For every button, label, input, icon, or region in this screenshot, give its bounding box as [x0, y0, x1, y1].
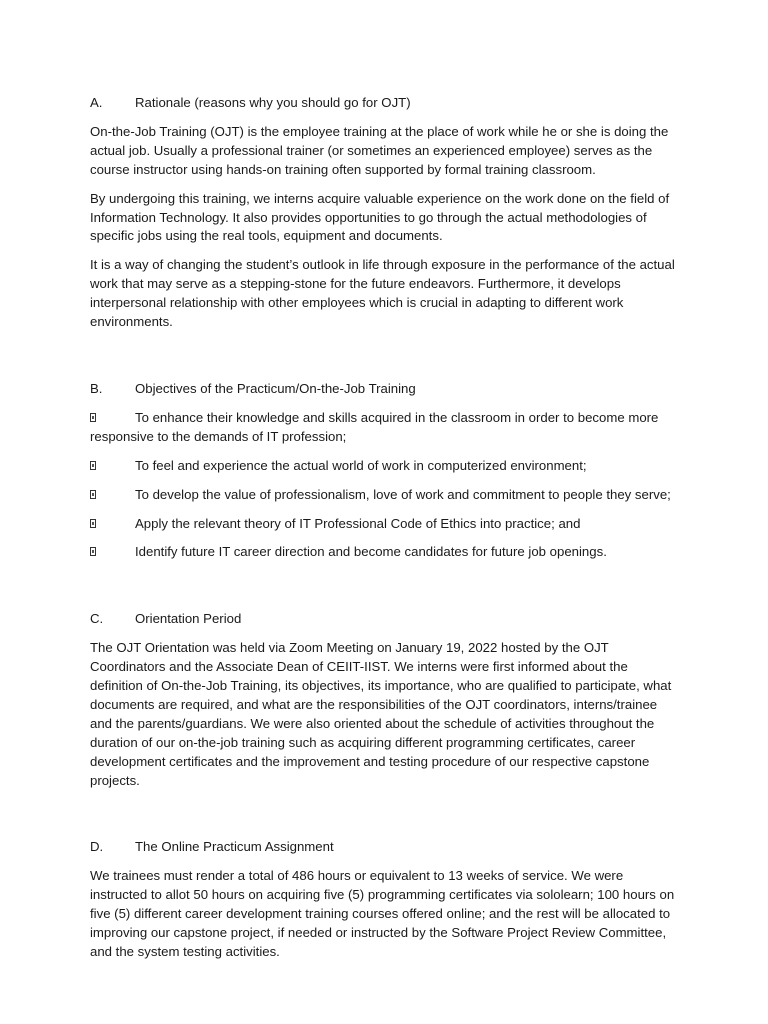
- section-a-title: Rationale (reasons why you should go for OJT): [135, 95, 411, 110]
- objective-text-4: Apply the relevant theory of IT Professional Code of Ethics into practice; and: [135, 515, 581, 531]
- missing-glyph-bullet-icon: [90, 519, 96, 528]
- objective-text-1: To enhance their knowledge and skills acquired in the classroom in order to become more responsive to the demands of IT profession;: [90, 409, 659, 444]
- section-c-heading: [90, 610, 678, 629]
- section-b-heading: [90, 380, 678, 399]
- missing-glyph-bullet-icon: [90, 461, 96, 470]
- missing-glyph-bullet-icon: [90, 547, 96, 556]
- objective-text-3: To develop the value of professionalism, love of work and commitment to people they serve;: [135, 486, 671, 502]
- objective-text-2: To feel and experience the actual world of work in computerized environment;: [135, 457, 587, 473]
- section-a-paragraph-1: On-the-Job Training (OJT) is the employee training at the place of work while he or she is doing the actual job. Usually a professional trainer (or sometimes an experienced employee) serves as the course instructor using hands-on training often supported by formal training classroom.: [90, 123, 669, 177]
- section-c-paragraph-1: The OJT Orientation was held via Zoom Meeting on January 19, 2022 hosted by the OJT Coordinators and the Associate Dean of CEIIT-IIST. We interns were first informed about the definition of On-the-Job Training, its objectives, its importance, who are qualified to participate, what documents are required, and what are the responsibilities of the OJT coordinators, interns/trainee and the parents/guardians. We were also oriented about the schedule of activities throughout the duration of our on-the-job training such as acquiring different programming certificates, career development certificates and the improvement and testing procedure of our respective capstone projects.: [90, 640, 672, 788]
- section-a-paragraph-2: By undergoing this training, we interns acquire valuable experience on the work done on the field of Information Technology. It also provides opportunities to go through the actual methodologies of specific jobs using the real tools, equipment and documents.: [90, 190, 670, 244]
- objective-bullet-4: [90, 515, 678, 534]
- objective-bullet-5: [90, 543, 678, 562]
- section-d-heading: [90, 838, 678, 857]
- objective-bullet-2: [90, 457, 678, 476]
- section-a-paragraph-3: It is a way of changing the student’s outlook in life through exposure in the performance of the actual work that may serve as a stepping-stone for the future endeavors. Furthermore, it develops interpersonal relationship with other employees which is crucial in adapting to different work environments.: [90, 257, 675, 330]
- objective-text-5: Identify future IT career direction and become candidates for future job openings.: [135, 544, 607, 560]
- section-b-title: Objectives of the Practicum/On-the-Job Training: [135, 380, 416, 396]
- section-d-letter: D.: [90, 839, 104, 855]
- section-a-heading: [90, 94, 678, 113]
- section-c-title: Orientation Period: [135, 611, 242, 627]
- section-d-paragraph-1: We trainees must render a total of 486 hours or equivalent to 13 weeks of service. We were instructed to allot 50 hours on acquiring five (5) programming certificates via sololearn; 100 hours on five (5) different career development training courses offered online; and the rest will be allocated to improving our capstone project, if needed or instructed by the Software Project Review Committee, and the system testing activities.: [90, 868, 675, 959]
- objective-bullet-1: [90, 409, 678, 447]
- objective-bullet-3: [90, 486, 678, 505]
- section-b-letter: B.: [90, 380, 103, 396]
- missing-glyph-bullet-icon: [90, 413, 96, 422]
- missing-glyph-bullet-icon: [90, 490, 96, 499]
- section-c-letter: C.: [90, 611, 104, 627]
- section-a-letter: A.: [90, 95, 103, 110]
- section-d-title: The Online Practicum Assignment: [135, 839, 334, 855]
